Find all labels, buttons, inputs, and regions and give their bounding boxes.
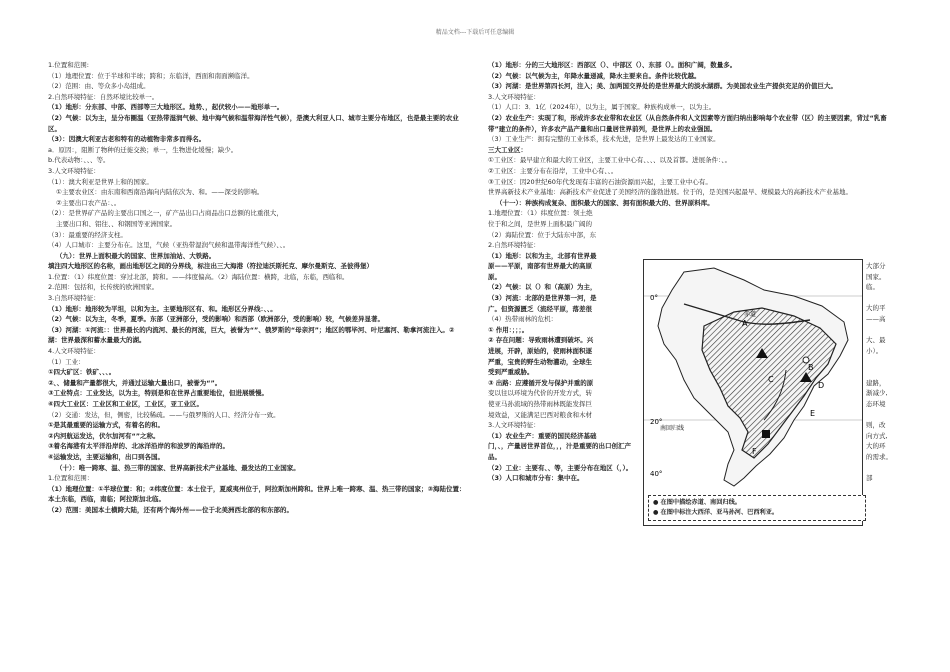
side-fragment: 大部分 xyxy=(866,262,886,270)
side-fragment: 部 xyxy=(866,473,873,482)
side-fragment xyxy=(866,367,906,378)
point-label-e: E xyxy=(810,409,816,418)
left-col-line: （九）：世界上面积最大的国家、世界加油站、大铁路。 xyxy=(56,251,216,260)
side-fragment xyxy=(866,325,906,336)
tropic-label: 南回归线 xyxy=(660,425,685,432)
right-col-wrap-line: （2）工业：主要有、、等，主要分布在地区（，）。 xyxy=(488,463,633,472)
side-fragment xyxy=(866,462,906,473)
left-column xyxy=(48,60,466,516)
side-fragment xyxy=(866,409,906,420)
left-col-line: ④运输发达，主要运输和，出口到各国。 xyxy=(48,452,165,461)
left-col-line: 2.自然环境特征：自然环境比较单一。 xyxy=(48,92,159,101)
left-col-line: ④四大工业区：工业区和工业区，工业区，亚工业区。 xyxy=(48,400,204,408)
right-col-wrap-line: 1.地理位置：（1）纬度位置：领土绝 xyxy=(488,209,593,218)
left-col-line: ①是其最重要的运输方式，有着名的和。 xyxy=(48,421,165,430)
right-col-top-line: （3）河湖：是世界第四长河，注入；美、加两国交界处的是世界最大的淡水湖群。为美国农业生产提供充足的价值巨大。 xyxy=(488,82,838,91)
right-col-top-line: （2）农业生产：实现了和，形成许多农业带和农业区（从自然条件和人文因素等方面归纳出影响每个农业带（区）的主要因素，背过“乳畜带”建立的条件），许多农产品产量和出口量居世界前列，是世界上的农业强国。 xyxy=(488,113,887,133)
left-col-line: 4.人文环境特征： xyxy=(48,347,100,356)
page-header: 精品文档---下载后可任意编辑 xyxy=(435,29,515,36)
side-fragment: 小）。 xyxy=(866,346,883,355)
left-col-line: 1.位置：（1）纬度位置：穿过北部，跨和。——纬度偏高。（2）海陆位置：横跨，北临，东临，西临和。 xyxy=(48,272,349,281)
lat-label-20: 20° xyxy=(650,418,663,426)
side-fragment: 的需求。 xyxy=(866,452,892,461)
side-fragment: 则，改 xyxy=(866,420,886,429)
right-col-wrap-line: （2）海陆位置：位于大陆东中部，东 xyxy=(488,230,597,239)
left-col-line: （十）：唯一跨寒、温、热三带的国家、世界高新技术产业基地、最发达的工业国家。 xyxy=(56,463,300,472)
right-side-fragments xyxy=(866,261,906,483)
side-fragment: 向方式, xyxy=(866,431,888,440)
left-col-line: 1.位置和范围: xyxy=(48,61,89,69)
side-fragment: 渐减少, xyxy=(866,389,888,398)
right-column-top xyxy=(488,60,898,208)
right-col-wrap-line: 严重，宝贵的野生动物灌动，全球生 xyxy=(488,357,592,366)
brazil-map-svg xyxy=(644,260,862,525)
capital-marker xyxy=(762,430,770,438)
side-fragment: 大的平 xyxy=(866,304,886,313)
right-col-wrap-line: （4）热带雨林的危机： xyxy=(488,315,558,324)
side-fragment xyxy=(866,293,906,304)
right-col-wrap-line: 广。但资源匮乏（流经平原，落差很 xyxy=(488,304,592,313)
right-col-wrap-line: ② 存在问题：导致雨林遭到破坏。兴 xyxy=(488,336,594,345)
side-fragment: 态环境 xyxy=(866,399,886,408)
left-col-line: （3）：最重要的经济支柱。 xyxy=(48,230,127,239)
left-col-line: ③工业特点：工业发达，以为主，特别是和在世界占重要地位，但进展缓慢。 xyxy=(48,389,269,398)
side-fragment: 大的环 xyxy=(866,442,886,451)
lat-label-40: 40° xyxy=(650,470,663,478)
right-col-wrap-line: 2.自然环境特征： xyxy=(488,241,540,250)
left-col-line: （1）地理位置：位于半球和半球；跨和；东临洋，西面和南面濒临洋。 xyxy=(48,71,254,80)
right-col-wrap-line: （3）人口和城市分布：集中在。 xyxy=(488,474,584,483)
right-col-top-line: 3.人文环境特征： xyxy=(488,92,540,101)
left-col-line: （4）人口城市：主要分布在。这里，气候（亚热带湿润气候和温带海洋性气候）、、。 xyxy=(48,241,290,250)
left-col-line: （3）：因澳大利亚古老和特有的动植物非常多而得名。 xyxy=(48,135,206,144)
right-col-wrap-line: （1）农业生产：重要的国民经济基础 xyxy=(488,431,597,440)
left-col-line: （1）地形：分东部、中部、西部等三大地形区。地势、，起伏较小——地形单一。 xyxy=(48,103,284,112)
left-col-line: ②、、储量和产量都很大，并通过运输大量出口，被誉为“”。 xyxy=(48,378,222,387)
right-col-wrap-line: 受到严重威胁。 xyxy=(488,368,534,377)
right-col-top-line: （2）气候：以气候为主，年降水量递减，降水主要来自。条件比较优越。 xyxy=(488,71,701,80)
left-col-line: b.代表动物：、、、等。 xyxy=(48,156,110,165)
point-label-b: B xyxy=(808,363,814,372)
equator-label: 赤道 xyxy=(744,311,757,318)
left-col-line: 2.范围：包括和，长传统的欧洲国家。 xyxy=(48,283,159,292)
right-col-wrap-line: 境效益，又能满足巴西对粮食和木材 xyxy=(488,410,592,419)
right-col-wrap-line: （3）河流：北部的是世界第一河，是 xyxy=(488,294,597,303)
left-col-line: 3.人文环境特征： xyxy=(48,166,100,175)
point-label-c: C xyxy=(768,375,774,384)
legend-line-1: ● 在图中描绘赤道、南回归线。 xyxy=(653,499,741,506)
left-col-line: （1）：澳大利亚是世界上和的国家。 xyxy=(48,177,153,186)
right-col-top-line: 三大工业区： xyxy=(488,145,527,154)
right-col-wrap-line: （1）地形：以和为主，北部有世界最 xyxy=(488,251,597,260)
left-col-line: ②主要出口农产品：、。 xyxy=(56,198,121,207)
right-col-wrap-line: 原——平原，南部有世界最大的高原 xyxy=(488,262,592,271)
left-col-line: ②内河航运发达，伏尔加河有“”之称。 xyxy=(48,431,160,440)
right-col-top-line: ③工业区：因20世纪60年代发现有丰富的石油资源而兴起，主要工业中心有。 xyxy=(488,177,712,186)
right-col-wrap-line: 3.人文环境特征： xyxy=(488,421,540,430)
right-col-top-line: 世界高新技术产业基地：高新技术产业促进了美国经济的蓬勃进展。位于的，是美国兴起最早、规模最大的高新技术产业基地。 xyxy=(488,188,852,197)
point-label-d: D xyxy=(818,381,825,390)
left-col-line: 填注四大地形区的名称，画出地形区之间的分界线，标注出三大海港（符拉迪沃斯托克、摩尔曼斯克、圣彼得堡） xyxy=(48,262,373,271)
right-col-top-line: （1）人口：3．1亿（2024年），以为主，属于国家。种族构成单一，以为主。 xyxy=(488,103,716,112)
side-fragment: 临。 xyxy=(866,283,879,292)
left-col-line: （1）工业： xyxy=(48,357,85,366)
lat-label-0: 0° xyxy=(650,294,658,302)
left-col-line: （2）气候：以为主，呈分布圈温（亚热带湿润气候、地中海气候和温带海洋性气候），是澳大利亚人口、城市主要分布地区，也是最主要的农业区。 xyxy=(48,113,459,133)
right-col-wrap-line: 使亚马孙流域的热带雨林既能发挥巨 xyxy=(488,400,592,408)
right-col-wrap-line: ① 作用：；；；。 xyxy=(488,325,529,334)
right-col-wrap-line: 位于和之间，是世界上面积最广阔的 xyxy=(488,219,592,228)
left-col-line: 3.自然环境特征： xyxy=(48,294,100,303)
side-fragment: ——高 xyxy=(866,314,886,323)
right-col-wrap-line: 变以往以环境为代价的开发方式，转 xyxy=(488,389,592,398)
legend-line-2: ● 在图中标注大西洋、亚马孙河、巴西利亚。 xyxy=(653,509,779,516)
left-col-line: （2）气候：以为主，冬季，夏季。东部（亚洲部分，受的影响）和西部（欧洲部分，受的影响）较，气候差异显著。 xyxy=(48,315,385,324)
left-col-line: a．原因：，阻断了物种的迁徙交换；单一，生物进化缓慢；缺少。 xyxy=(48,145,238,154)
left-col-line: （3）河湖：①河流：：世界最长的内流河、最长的河流，巨大，被誉为“”、俄罗斯的“母亲河”；地区的鄂毕河、叶尼塞河、勒拿河流注入。②湖：世界最深和蓄水量最大的湖。 xyxy=(48,325,455,345)
right-col-wrap-line: 门，、，产量居世界首位，，，汁是重要的出口创汇产品。 xyxy=(488,442,631,461)
right-col-top-line: （3）工业生产：拥有完整的工业体系，技术先进，是世界上最发达的工业国家。 xyxy=(488,135,720,144)
brazil-section-text xyxy=(488,208,638,483)
side-fragment xyxy=(866,356,906,367)
left-col-line: （2）：是世界矿产品的主要出口国之一，矿产品出口占商品出口总额的比重很大， xyxy=(48,209,283,218)
left-col-line: （1）地形：地形较为平坦，以和为主。主要地形区有、和。地形区分界线：、、。 xyxy=(48,304,277,313)
side-fragment: 建路， xyxy=(866,378,886,387)
side-fragment: 国家。 xyxy=(866,272,886,281)
right-col-top-line: ①工业区：最早建立和最大的工业区，主要工业中心有、、、、以及首都。进展条件：、。 xyxy=(488,156,732,165)
point-label-f: F xyxy=(752,447,757,456)
left-col-line: 1.位置和范围： xyxy=(48,474,94,483)
left-col-line: （2）交通：发达，但，侧密，比较稀疏。——与俄罗斯的人口、经济分布一致。 xyxy=(48,410,280,419)
point-label-a: A xyxy=(742,319,748,328)
brazil-map xyxy=(643,259,863,526)
side-fragment: 大、最 xyxy=(866,336,886,345)
left-col-line: ①四大矿区：铁矿、、、。 xyxy=(48,368,116,377)
left-col-line: ③着名海港有太平洋沿岸的、北冰洋沿岸的和波罗的海沿岸的。 xyxy=(48,442,230,451)
left-col-line: （1）地理位置：①半球位置：和；②纬度位置：本土位于，夏威夷州位于，阿拉斯加州跨和。世界上唯一跨寒、温、热三带的国家；③海陆位置：本土东临，西临，南临；阿拉斯加北临。 xyxy=(48,484,466,504)
right-col-wrap-line: （2）气候：以（）和（高原）为主， xyxy=(488,283,597,292)
map-legend xyxy=(648,495,866,521)
right-col-wrap-line: 进展，开辟，原始的，使雨林面积逐 xyxy=(488,347,592,356)
right-col-wrap-line: 原。 xyxy=(488,272,501,281)
left-col-line: 主要出口和、铝往、、和钢国等亚洲国家。 xyxy=(56,219,177,228)
right-col-wrap-line: ③ 出路：应遵循开发与保护并重的原 xyxy=(488,378,594,387)
right-col-top-line: ②工业区：主要分布在沿岸，工业中心有、、。 xyxy=(488,166,618,175)
left-col-line: （2）范围：美国本土横跨大陆，还有两个海外州——位于北美洲西北部的和东部的。 xyxy=(48,505,294,514)
right-col-top-line: （1）地形：分的三大地形区：西部区（）、中部区（）、东部（）。面积广阔，数量多。 xyxy=(488,61,737,69)
left-col-line: ①主要农业区：由东南和西南沿海向内陆依次为、和。——深受的影响。 xyxy=(56,188,264,197)
right-col-top-line: （十一）：种族构成复杂、面积最大的国家、拥有面积最大的、世界原料库。 xyxy=(496,198,714,207)
left-col-line: （2）范围：由、等众多小岛组成。 xyxy=(48,82,150,91)
